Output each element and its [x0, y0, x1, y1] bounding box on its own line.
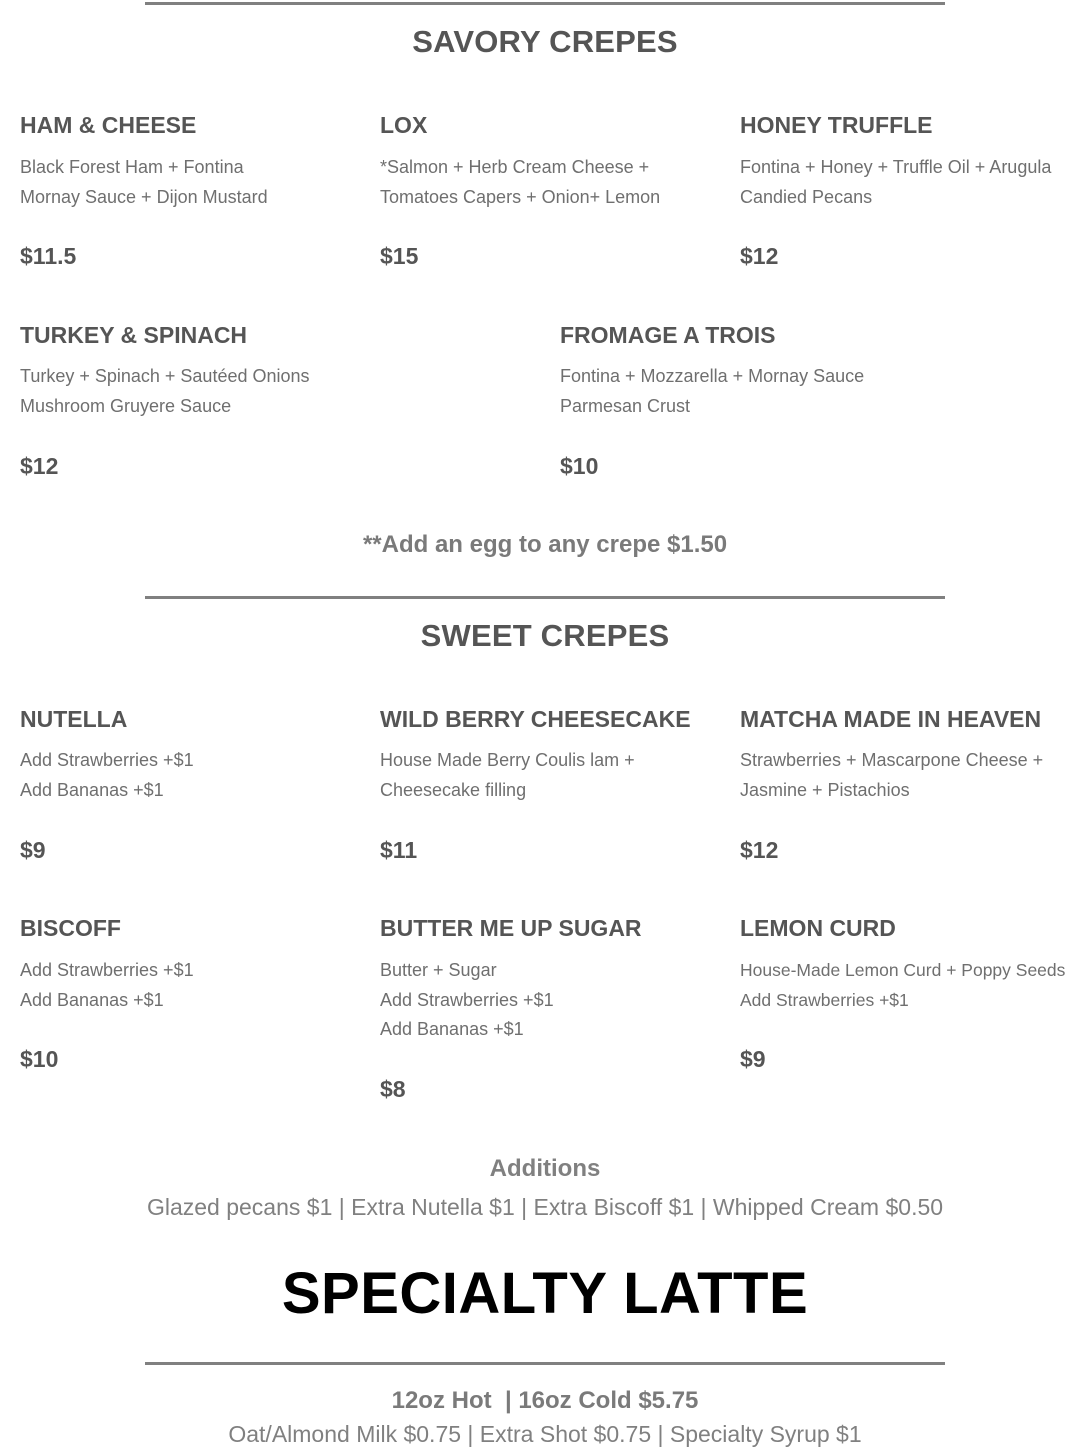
- menu-item-biscoff: [20, 914, 360, 1084]
- description-line: Candied Pecans: [740, 186, 873, 207]
- menu-item-price: $8: [380, 1076, 406, 1102]
- menu-item-name: LOX: [380, 112, 428, 138]
- menu-item-description: [380, 153, 720, 212]
- menu-item-honey-truffle: [740, 111, 1080, 281]
- menu-item-name: FROMAGE A TROIS: [560, 322, 776, 348]
- menu-item-matcha-made-in-heaven: [740, 705, 1085, 875]
- section-divider: [145, 596, 945, 599]
- menu-item-name: LEMON CURD: [740, 915, 896, 941]
- menu-item-nutella: [20, 705, 360, 875]
- additions-heading: Additions: [489, 1155, 601, 1182]
- menu-item-price: $12: [20, 453, 59, 479]
- section-divider: [145, 1362, 945, 1365]
- description-line: Add Bananas +$1: [20, 779, 164, 800]
- menu-item-name: HONEY TRUFFLE: [740, 112, 933, 138]
- menu-item-name: HAM & CHEESE: [20, 112, 197, 138]
- menu-item-price: $12: [740, 243, 779, 269]
- description-line: Fontina + Honey + Truffle Oil + Arugula: [740, 157, 1052, 177]
- menu-item-price: $9: [20, 837, 46, 863]
- menu-item-description: [20, 153, 360, 212]
- menu-item-description: [740, 746, 1085, 805]
- description-line: Parmesan Crust: [560, 395, 691, 416]
- description-line: Jasmine + Pistachios: [740, 779, 910, 800]
- menu-item-butter-me-up-sugar: [380, 914, 720, 1114]
- menu-item-price: $9: [740, 1046, 766, 1072]
- description-line: Strawberries + Mascarpone Cheese +: [740, 750, 1044, 770]
- description-line: Add Bananas +$1: [20, 989, 164, 1010]
- menu-item-ham-cheese: [20, 111, 360, 281]
- menu-item-price: $15: [380, 243, 419, 269]
- menu-item-fromage-a-trois: [560, 321, 1080, 491]
- menu-item-name: WILD BERRY CHEESECAKE: [380, 706, 691, 732]
- menu-item-price: $11.5: [20, 243, 77, 269]
- description-line: Cheesecake filling: [380, 779, 527, 800]
- description-line: Add Strawberries +$1: [20, 960, 194, 980]
- description-line: House Made Berry Coulis lam +: [380, 750, 635, 770]
- menu-item-description: [380, 956, 720, 1045]
- menu-item-price: $12: [740, 837, 779, 863]
- menu-item-name: MATCHA MADE IN HEAVEN: [740, 706, 1042, 732]
- description-line: Black Forest Ham + Fontina: [20, 157, 244, 177]
- add-egg-note: **Add an egg to any crepe $1.50: [362, 531, 728, 558]
- menu-item-name: TURKEY & SPINACH: [20, 322, 248, 348]
- menu-item-price: $10: [20, 1046, 59, 1072]
- menu-item-description: [560, 362, 1080, 421]
- menu-item-name: BISCOFF: [20, 915, 121, 941]
- menu-item-description: [380, 746, 720, 805]
- latte-extras: Oat/Almond Milk $0.75 | Extra Shot $0.75 | Specialty Syrup $1: [228, 1421, 862, 1447]
- menu-item-price: $10: [560, 453, 599, 479]
- description-line: Fontina + Mozzarella + Mornay Sauce: [560, 366, 865, 386]
- section-divider: [145, 2, 945, 5]
- section-title-savory: SAVORY CREPES: [412, 24, 678, 59]
- menu-item-name: BUTTER ME UP SUGAR: [380, 915, 642, 941]
- description-line: Add Strawberries +$1: [20, 750, 194, 770]
- description-line: *Salmon + Herb Cream Cheese +: [380, 157, 650, 177]
- menu-item-wild-berry-cheesecake: [380, 705, 720, 875]
- menu-item-price: $11: [380, 837, 418, 863]
- description-line: Add Strawberries +$1: [740, 989, 909, 1010]
- menu-item-description: [20, 362, 540, 421]
- section-title-specialty-latte: SPECIALTY LATTE: [281, 1261, 809, 1326]
- section-title-sweet: SWEET CREPES: [420, 618, 670, 653]
- description-line: Mornay Sauce + Dijon Mustard: [20, 186, 268, 207]
- description-line: Add Strawberries +$1: [380, 989, 554, 1010]
- menu-item-description: [20, 956, 360, 1015]
- menu-item-description: [740, 956, 1085, 1015]
- menu-item-lemon-curd: [740, 914, 1085, 1084]
- additions-list: Glazed pecans $1 | Extra Nutella $1 | Extra Biscoff $1 | Whipped Cream $0.50: [146, 1194, 944, 1220]
- description-line: House-Made Lemon Curd + Poppy Seeds: [740, 960, 1066, 980]
- menu-item-description: [20, 746, 360, 805]
- description-line: Turkey + Spinach + Sautéed Onions: [20, 366, 310, 386]
- menu-item-lox: [380, 111, 720, 281]
- menu-item-turkey-spinach: [20, 321, 540, 491]
- latte-size-price: 12oz Hot | 16oz Cold $5.75: [391, 1387, 699, 1414]
- description-line: Mushroom Gruyere Sauce: [20, 395, 232, 416]
- description-line: Butter + Sugar: [380, 960, 497, 980]
- menu-item-description: [740, 153, 1080, 212]
- description-line: Tomatoes Capers + Onion+ Lemon: [380, 186, 661, 207]
- menu-item-name: NUTELLA: [20, 706, 128, 732]
- description-line: Add Bananas +$1: [380, 1019, 524, 1039]
